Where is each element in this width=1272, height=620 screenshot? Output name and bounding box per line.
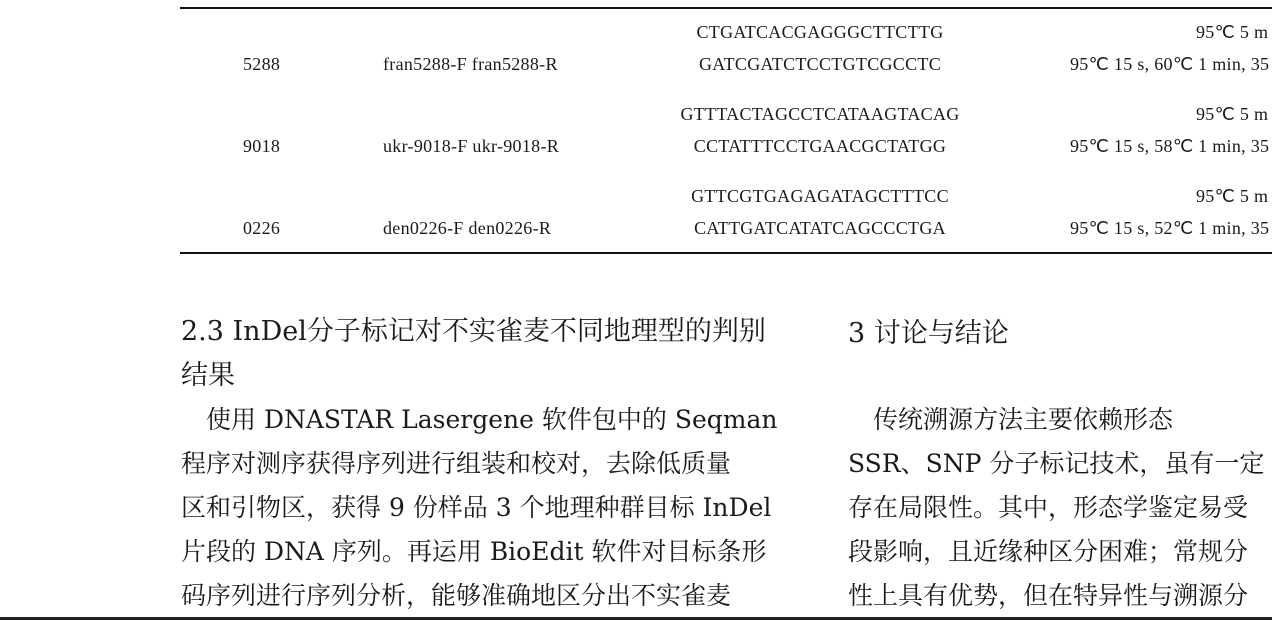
table-cell-seq-reverse: GATCGATCTCCTGTCGCCTC bbox=[698, 54, 942, 74]
table-cell-seq-forward: GTTTACTAGCCTCATAAGTACAG bbox=[680, 104, 960, 124]
paragraph-line: 使用 DNASTAR Lasergene 软件包中的 Seqman bbox=[181, 405, 778, 434]
paragraph-line: 码序列进行序列分析，能够准确地区分出不实雀麦 bbox=[181, 581, 732, 610]
table-cell-id: 9018 bbox=[243, 136, 281, 156]
table-cell-condition-top: 95℃ 5 m bbox=[1196, 104, 1269, 124]
section-heading-3: 3 讨论与结论 bbox=[848, 318, 1009, 349]
table-top-rule bbox=[180, 7, 1272, 9]
paragraph-line: SSR、SNP 分子标记技术，虽有一定 bbox=[848, 449, 1265, 478]
table-cell-primers: ukr-9018-F ukr-9018-R bbox=[383, 136, 560, 156]
table-bottom-rule bbox=[180, 252, 1272, 254]
table-cell-id: 0226 bbox=[243, 218, 281, 238]
table-cell-primers: fran5288-F fran5288-R bbox=[383, 54, 558, 74]
left-paragraph bbox=[181, 398, 801, 618]
table-cell-seq-forward: CTGATCACGAGGGCTTCTTG bbox=[696, 22, 944, 42]
heading-line: 2.3 InDel分子标记对不实雀麦不同地理型的判别 bbox=[181, 316, 766, 347]
table-cell-condition-top: 95℃ 5 m bbox=[1196, 186, 1269, 206]
section-heading-2-3 bbox=[181, 310, 801, 398]
paragraph-line: 区和引物区，获得 9 份样品 3 个地理种群目标 InDel bbox=[181, 493, 772, 522]
paragraph-line: 存在局限性。其中，形态学鉴定易受 bbox=[848, 493, 1249, 522]
table-cell-seq-reverse: CATTGATCATATCAGCCCTGA bbox=[694, 218, 946, 238]
paragraph-line: 性上具有优势，但在特异性与溯源分 bbox=[848, 581, 1249, 610]
paragraph-line: 片段的 DNA 序列。再运用 BioEdit 软件对目标条形 bbox=[181, 537, 767, 566]
table-cell-condition-top: 95℃ 5 m bbox=[1196, 22, 1269, 42]
paragraph-line: 段影响，且近缘种区分困难；常规分 bbox=[848, 537, 1249, 566]
table-cell-primers: den0226-F den0226-R bbox=[383, 218, 552, 238]
right-paragraph bbox=[848, 398, 1272, 618]
table-cell-condition: 95℃ 15 s, 58℃ 1 min, 35 bbox=[1070, 136, 1270, 156]
paragraph-line: 传统溯源方法主要依赖形态 bbox=[848, 405, 1174, 434]
table-cell-seq-reverse: CCTATTTCCTGAACGCTATGG bbox=[693, 136, 947, 156]
heading-line: 结果 bbox=[181, 360, 235, 391]
table-cell-seq-forward: GTTCGTGAGAGATAGCTTTCC bbox=[691, 186, 949, 206]
table-cell-condition: 95℃ 15 s, 52℃ 1 min, 35 bbox=[1070, 218, 1270, 238]
table-cell-id: 5288 bbox=[243, 54, 281, 74]
table-cell-condition: 95℃ 15 s, 60℃ 1 min, 35 bbox=[1070, 54, 1270, 74]
paragraph-line: 程序对测序获得序列进行组装和校对，去除低质量 bbox=[181, 449, 732, 478]
